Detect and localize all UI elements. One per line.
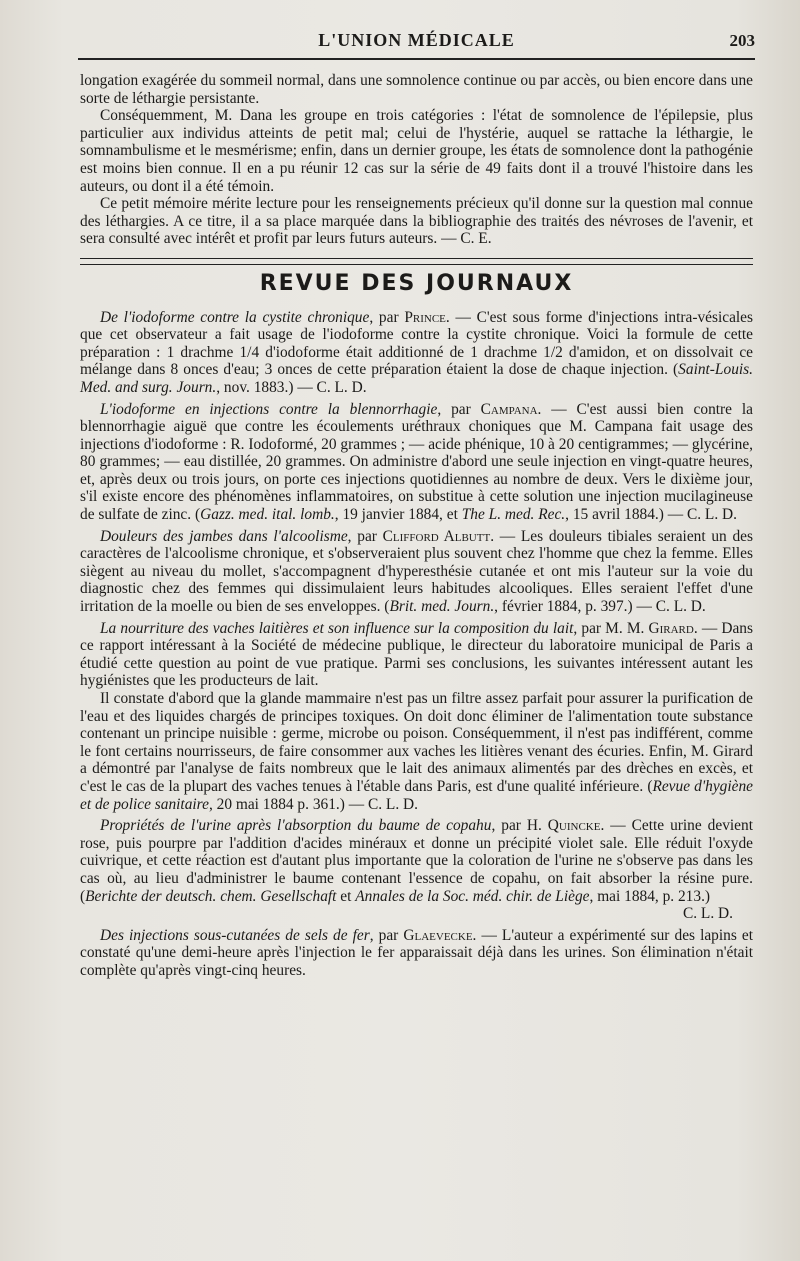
article-source: Gazz. med. ital. lomb. <box>200 506 335 524</box>
article-title: Douleurs des jambes dans l'alcoolisme <box>100 527 348 545</box>
article-injections-fer: Des injections sous-cutanées de sels de fer, par Glaevecke. — L'auteur a expérimenté sur des lapins et constaté qu'une demi-heure après l'injection le fer apparaissait déjà dans les urines. Son élimination n'était complète qu'après vingt-cinq heures. <box>80 926 754 979</box>
article-nourriture-vaches-continued: Il constate d'abord que la glande mammaire n'est pas un filtre assez parfait pour assurer la purification de l'eau et des liquides chargés de principes toxiques. On doit donc éliminer de l'alimentation toute substance contenant un principe nuisible : germe, microbe ou poison. Conséquemment, il n'est pas indifférent, comme le font certains nourrisseurs, de faire consommer aux vaches les litières venant des écuries. Enfin, M. Girard a démontré par l'analyse de faits nombreux que le lait des animaux alimentés par des drèches en excès, et c'est le cas de la plupart des vaches tenues à l'étable dans Paris, est d'une qualité inférieure. (Revue d'hygiène et de police sanitaire, 20 mai 1884 p. 361.) — C. L. D. <box>80 690 754 813</box>
article-source: Berichte der deutsch. chem. Gesellschaft <box>85 887 337 905</box>
article-iodoforme-blennorrhagie: L'iodoforme en injections contre la blennorrhagie, par Campana. — C'est aussi bien contre la blennorrhagie aiguë que contre les écoulements uréthraux choniques que M. Campana fait usage des injections d'iodoforme : R. Iodoformé, 20 grammes ; — acide phénique, 10 à 20 centigrammes; — glycérine, 80 grammes; — eau distillée, 20 grammes. On administre d'abord une seule injection en vingt-quatre heures, et, après deux ou trois jours, on porte ces injections quotidiennes au nombre de deux. Vers le dixième jour, s'il existe encore des phénomènes inflammatoires, on substitue à cette solution une injection mucilagineuse de sulfate de zinc. (Gazz. med. ital. lomb., 19 janvier 1884, et The L. med. Rec., 15 avril 1884.) — C. L. D. <box>80 400 753 524</box>
running-title: L'UNION MÉDICALE <box>318 30 515 50</box>
article-body: . — Cette urine devient rose, puis pourpre par l'addition d'acides minéraux et donne un précipité violet sale. Elle réduit l'oxyde cuivrique, et cette réaction est d'autant plus importante que la coloration de l'urine ne s'observe pas dans les cas où, au lieu d'administrer le baume contenant l'essence de copahu, on fait absorber la résine pure. ( <box>80 817 753 905</box>
article-body: . — C'est sous forme d'injections intra-vésicales que cet observateur a fait usage de l'iodoforme contre la cystite chronique. Voici la formule de cette préparation : 1 drachme 1/4 d'iodoforme était additionné de 1 drachme 1/2 d'amidon, et on dissolvait ce mélange dans 8 onces d'eau; 3 onces de cette préparation étaient la dose de chaque injection. ( <box>80 308 753 379</box>
article-body: . — C'est aussi bien contre la blennorrhagie aiguë que contre les écoulements uréthraux choniques que M. Campana fait usage des injections d'iodoforme : R. Iodoformé, 20 grammes ; — acide phénique, 10 à 20 centigrammes; — glycérine, 80 grammes; — eau distillée, 20 grammes. On administre d'abord une seule injection en vingt-quatre heures, et, après deux ou trois jours, on porte ces injections quotidiennes au nombre de deux. Vers le dixième jour, s'il existe encore des phénomènes inflammatoires, on substitue à cette solution une injection mucilagineuse de sulfate de zinc. ( <box>80 400 753 524</box>
article-title: Propriétés de l'urine après l'absorption du baume de copahu <box>100 817 492 835</box>
article-source-2: Annales de la Soc. méd. chir. de Liège <box>355 887 590 905</box>
article-body: Il constate d'abord que la glande mammaire n'est pas un filtre assez parfait pour assurer la purification de l'eau et des liquides chargés de principes toxiques. On doit donc éliminer de l'alimentation toute substance contenant un principe nuisible : germe, microbe ou poison. Conséquemment, il n'est pas indifférent, comme le font certains nourrisseurs, de faire consommer aux vaches les litières venant des écuries. Enfin, M. Girard a démontré par l'analyse de faits nombreux que le lait des animaux alimentés par des drèches en excès, et c'est le cas de la plupart des vaches tenues à l'étable dans Paris, est d'une qualité inférieure. ( <box>80 690 753 795</box>
page-header <box>78 28 755 60</box>
article-source: Saint-Louis. Med. and surg. Journ. <box>80 361 753 396</box>
article-author: Clifford Albutt <box>382 527 491 545</box>
article-iodoforme-cystite: De l'iodoforme contre la cystite chronique, par Prince. — C'est sous forme d'injections intra-vésicales que cet observateur a fait usage de l'iodoforme contre la cystite chronique. Voici la formule de cette préparation : 1 drachme 1/4 d'iodoforme était additionné de 1 drachme 1/2 d'amidon, et on dissolvait ce mélange dans 8 onces d'eau; 3 onces de cette préparation étaient la dose de chaque injection. (Saint-Louis. Med. and surg. Journ., nov. 1883.) — C. L. D. <box>80 308 753 396</box>
article-title: De l'iodoforme contre la cystite chronique <box>100 308 370 326</box>
article-body: . — L'auteur a expérimenté sur des lapins et constaté qu'une demi-heure après l'injection le fer apparaissait déjà dans les urines. Son élimination n'était complète qu'après vingt-cinq heures. <box>80 926 754 979</box>
article-signature: C. L. D. <box>682 905 733 923</box>
article-author: Quincke <box>547 817 601 835</box>
intro-paragraph-2: Conséquemment, M. Dana les groupe en trois catégories : l'état de somnolence de l'épilepsie, plus particulier aux individus atteints de petit mal; celui de l'hystérie, auquel se rattache la léthargie, le somnambulisme et le mesmérisme; enfin, dans un dernier groupe, les états de somnolence dont la pathogénie est moins bien connue. Il en a pu réunir 12 cas sur la série de 49 faits dont il a trouvé l'histoire dans les auteurs, ou dont il a été témoin. <box>80 107 753 195</box>
intro-paragraph-3: Ce petit mémoire mérite lecture pour les renseignements précieux qu'il donne sur la question mal connue des léthargies. A ce titre, il a sa place marquée dans la bibliographie des traités des névroses de l'avenir, et sera consulté avec intérêt et profit par leurs futurs auteurs. — C. E. <box>80 195 753 248</box>
article-source: Revue d'hygiène et de police sanitaire <box>80 777 754 813</box>
section-title: REVUE DES JOURNAUX <box>259 270 574 296</box>
article-author: Girard <box>648 619 694 637</box>
article-title: La nourriture des vaches laitières et son influence sur la composition du lait <box>100 619 574 637</box>
article-urine-copahu: Propriétés de l'urine après l'absorption du baume de copahu, par H. Quincke. — Cette urine devient rose, puis pourpre par l'addition d'acides minéraux et donne un précipité violet sale. Elle réduit l'oxyde cuivrique, et cette réaction est d'autant plus importante que la coloration de l'urine ne s'observe pas dans les cas où, au lieu d'administrer le baume contenant l'essence de copahu, on fait absorber la résine pure. (Berichte der deutsch. chem. Gesellschaft et Annales de la Soc. méd. chir. de Liège, mai 1884, p. 213.) <box>80 817 753 905</box>
article-author: Prince <box>404 308 446 326</box>
article-author: Campana <box>480 400 538 418</box>
article-source: Brit. med. Journ. <box>389 598 495 616</box>
article-body: . — Les douleurs tibiales seraient un des caractères de l'alcoolisme chronique, et s'observeraient plus souvent chez l'homme que chez la femme. Elles siègent au niveau du mollet, s'accompagnent d'hyperesthésie cutanée et ont mis l'auteur sur la voie du diagnostic chez des femmes qui dissimulaient leurs habitudes alcooliques. Elles seraient l'effet d'une irritation de la moelle ou bien de ses enveloppes. ( <box>80 527 753 616</box>
article-douleurs-alcoolisme: Douleurs des jambes dans l'alcoolisme, par Clifford Albutt. — Les douleurs tibiales seraient un des caractères de l'alcoolisme chronique, et s'observeraient plus souvent chez l'homme que chez la femme. Elles siègent au niveau du mollet, s'accompagnent d'hyperesthésie cutanée et ont mis l'auteur sur la voie du diagnostic chez des femmes qui dissimulaient leurs habitudes alcooliques. Elles seraient l'effet d'une irritation de la moelle ou bien de ses enveloppes. (Brit. med. Journ., février 1884, p. 397.) — C. L. D. <box>80 527 753 616</box>
article-title: Des injections sous-cutanées de sels de fer <box>100 926 370 944</box>
article-title: L'iodoforme en injections contre la blennorrhagie <box>100 400 438 418</box>
intro-paragraph-1: longation exagérée du sommeil normal, dans une somnolence continue ou par accès, ou bien encore dans une sorte de léthargie persistante. <box>80 72 753 107</box>
article-source-2: The L. med. Rec. <box>461 506 566 524</box>
text-column <box>80 72 753 980</box>
article-nourriture-vaches: La nourriture des vaches laitières et son influence sur la composition du lait, par M. M. Girard. — Dans ce rapport intéressant à la Société de médecine publique, le directeur du laboratoire municipal de Paris a étudié cette question au point de vue pratique. Parmi ses conclusions, les suivantes intéressent autant les hygiénistes que les producteurs de lait. <box>80 619 753 690</box>
article-body: . — Dans ce rapport intéressant à la Société de médecine publique, le directeur du laboratoire municipal de Paris a étudié cette question au point de vue pratique. Parmi ses conclusions, les suivantes intéressent autant les hygiénistes que les producteurs de lait. <box>80 619 753 690</box>
page-number: 203 <box>729 31 755 50</box>
article-author: Glaevecke <box>403 926 473 944</box>
section-divider <box>80 258 753 265</box>
